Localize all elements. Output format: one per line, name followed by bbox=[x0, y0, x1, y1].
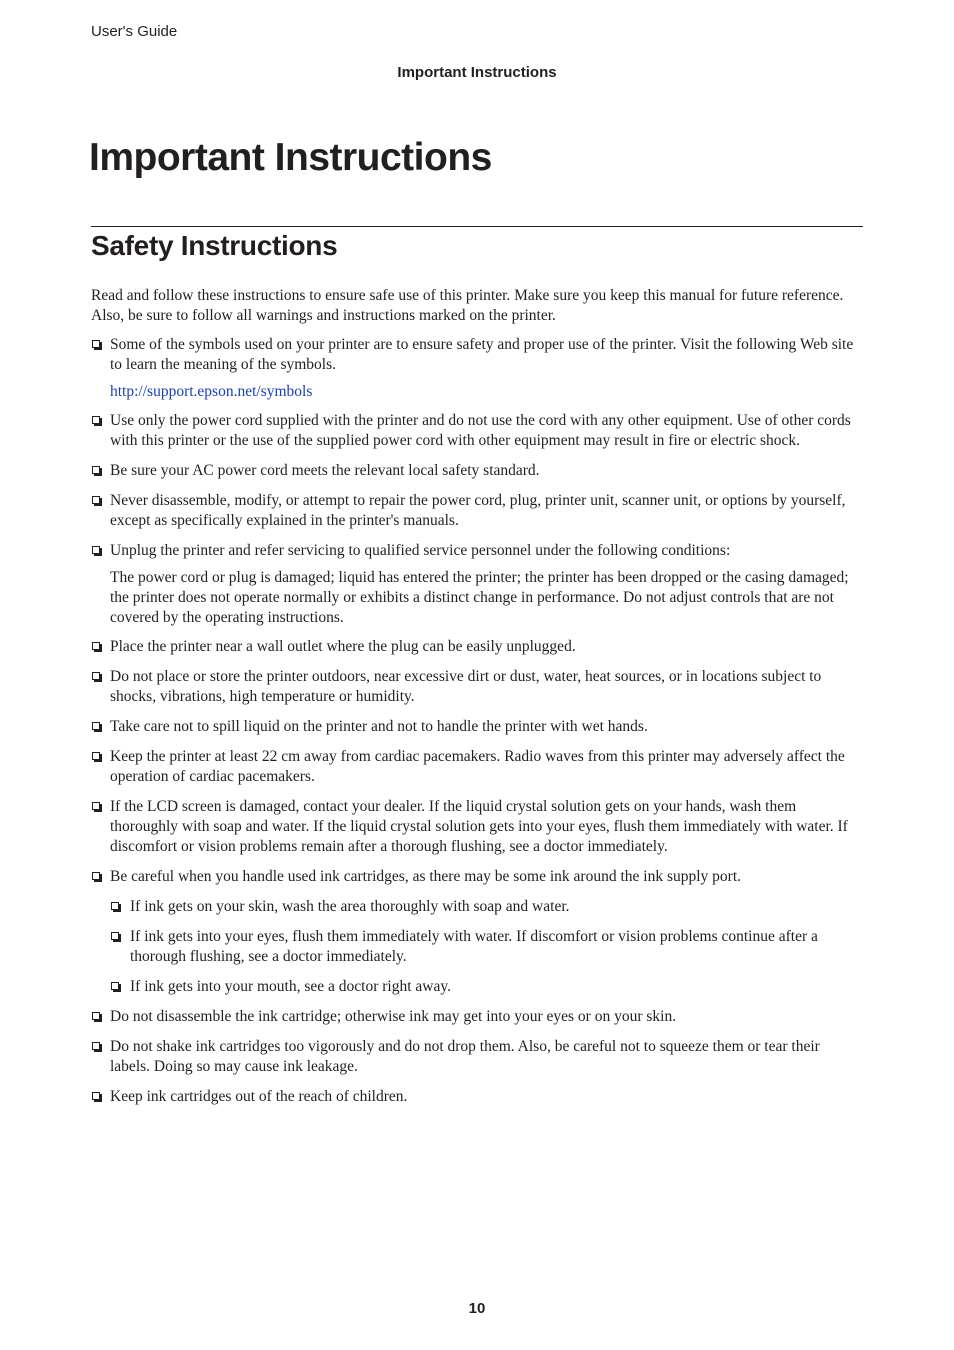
checkbox-bullet-icon bbox=[92, 466, 100, 474]
running-head: User's Guide bbox=[91, 23, 178, 40]
list-item bbox=[91, 667, 863, 707]
list-item bbox=[91, 1087, 863, 1107]
checkbox-bullet-icon bbox=[111, 902, 119, 910]
list-item-text: Be sure your AC power cord meets the relevant local safety standard. bbox=[110, 462, 540, 479]
list-item-text: Keep the printer at least 22 cm away from cardiac pacemakers. Radio waves from this printer may adversely affect the operation of cardiac pacemakers. bbox=[110, 748, 845, 785]
sub-list-item-text: If ink gets into your mouth, see a doctor right away. bbox=[130, 978, 451, 995]
list-item-text: Take care not to spill liquid on the printer and not to handle the printer with wet hands. bbox=[110, 718, 648, 735]
sub-list-item bbox=[110, 897, 863, 917]
list-item bbox=[91, 1037, 863, 1077]
checkbox-bullet-icon bbox=[92, 1012, 100, 1020]
list-item bbox=[91, 1007, 863, 1027]
sub-list-item bbox=[110, 977, 863, 997]
checkbox-bullet-icon bbox=[111, 982, 119, 990]
list-item bbox=[91, 797, 863, 857]
checkbox-bullet-icon bbox=[92, 802, 100, 810]
intro-paragraph: Read and follow these instructions to ensure safe use of this printer. Make sure you keep this manual for future reference. Also, be sure to follow all warnings and instructions marked on the printer. bbox=[91, 287, 844, 324]
list-item-text: Some of the symbols used on your printer are to ensure safety and proper use of the printer. Visit the following Web site to learn the meaning of the symbols. bbox=[110, 336, 854, 373]
list-item bbox=[91, 541, 863, 561]
list-item bbox=[91, 637, 863, 657]
checkbox-bullet-icon bbox=[92, 872, 100, 880]
checkbox-bullet-icon bbox=[92, 722, 100, 730]
checkbox-bullet-icon bbox=[92, 546, 100, 554]
list-item bbox=[91, 461, 863, 481]
list-item-text: If the LCD screen is damaged, contact your dealer. If the liquid crystal solution gets on your hands, wash them thoroughly with soap and water. If the liquid crystal solution gets into your eyes, flush them immediately with water. If discomfort or vision problems remain after a thorough flushing, see a doctor immediately. bbox=[110, 798, 848, 855]
section-divider bbox=[91, 226, 863, 227]
page-number: 10 bbox=[468, 1300, 486, 1317]
list-item bbox=[91, 491, 863, 531]
checkbox-bullet-icon bbox=[92, 340, 100, 348]
list-item-text: Keep ink cartridges out of the reach of children. bbox=[110, 1088, 408, 1105]
list-item bbox=[91, 867, 863, 887]
list-item-text: Do not shake ink cartridges too vigorously and do not drop them. Also, be careful not to squeeze them or tear their labels. Doing so may cause ink leakage. bbox=[110, 1038, 820, 1075]
sub-list-item-text: If ink gets on your skin, wash the area thoroughly with soap and water. bbox=[130, 898, 570, 915]
list-item bbox=[91, 411, 863, 451]
checkbox-bullet-icon bbox=[92, 416, 100, 424]
checkbox-bullet-icon bbox=[92, 752, 100, 760]
list-item-text: Do not disassemble the ink cartridge; otherwise ink may get into your eyes or on your skin. bbox=[110, 1008, 677, 1025]
list-item-text: Do not place or store the printer outdoors, near excessive dirt or dust, water, heat sources, or in locations subject to shocks, vibrations, high temperature or humidity. bbox=[110, 668, 822, 705]
conditions-paragraph: The power cord or plug is damaged; liquid has entered the printer; the printer has been dropped or the casing damaged; the printer does not operate normally or exhibits a distinct change in performance. Do not adjust controls that are not covered by the operating instructions. bbox=[110, 569, 849, 626]
list-item-text: Place the printer near a wall outlet where the plug can be easily unplugged. bbox=[110, 638, 576, 655]
symbols-link-row bbox=[91, 382, 863, 402]
checkbox-bullet-icon bbox=[92, 1042, 100, 1050]
sub-list-item bbox=[110, 927, 863, 967]
list-item bbox=[91, 335, 863, 375]
list-item-text: Use only the power cord supplied with the printer and do not use the cord with any other equipment. Use of other cords with this printer or the use of the supplied power cord with other equipment may result in fire or electric shock. bbox=[110, 412, 851, 449]
checkbox-bullet-icon bbox=[92, 642, 100, 650]
checkbox-bullet-icon bbox=[111, 932, 119, 940]
section-title: Safety Instructions bbox=[91, 230, 338, 261]
sub-list-item-text: If ink gets into your eyes, flush them immediately with water. If discomfort or vision problems continue after a thorough flushing, see a doctor immediately. bbox=[130, 928, 818, 965]
list-item bbox=[91, 717, 863, 737]
list-item-text: Unplug the printer and refer servicing to qualified service personnel under the following conditions: bbox=[110, 542, 731, 559]
safety-instructions-body bbox=[91, 286, 863, 1117]
list-item-text: Be careful when you handle used ink cartridges, as there may be some ink around the ink supply port. bbox=[110, 868, 742, 885]
checkbox-bullet-icon bbox=[92, 672, 100, 680]
list-item-text: Never disassemble, modify, or attempt to repair the power cord, plug, printer unit, scanner unit, or options by yourself, except as specifically explained in the printer's manuals. bbox=[110, 492, 846, 529]
list-item bbox=[91, 747, 863, 787]
page-title: Important Instructions bbox=[89, 136, 492, 179]
checkbox-bullet-icon bbox=[92, 496, 100, 504]
symbols-link[interactable]: http://support.epson.net/symbols bbox=[110, 383, 313, 400]
section-header: Important Instructions bbox=[397, 64, 557, 81]
checkbox-bullet-icon bbox=[92, 1092, 100, 1100]
